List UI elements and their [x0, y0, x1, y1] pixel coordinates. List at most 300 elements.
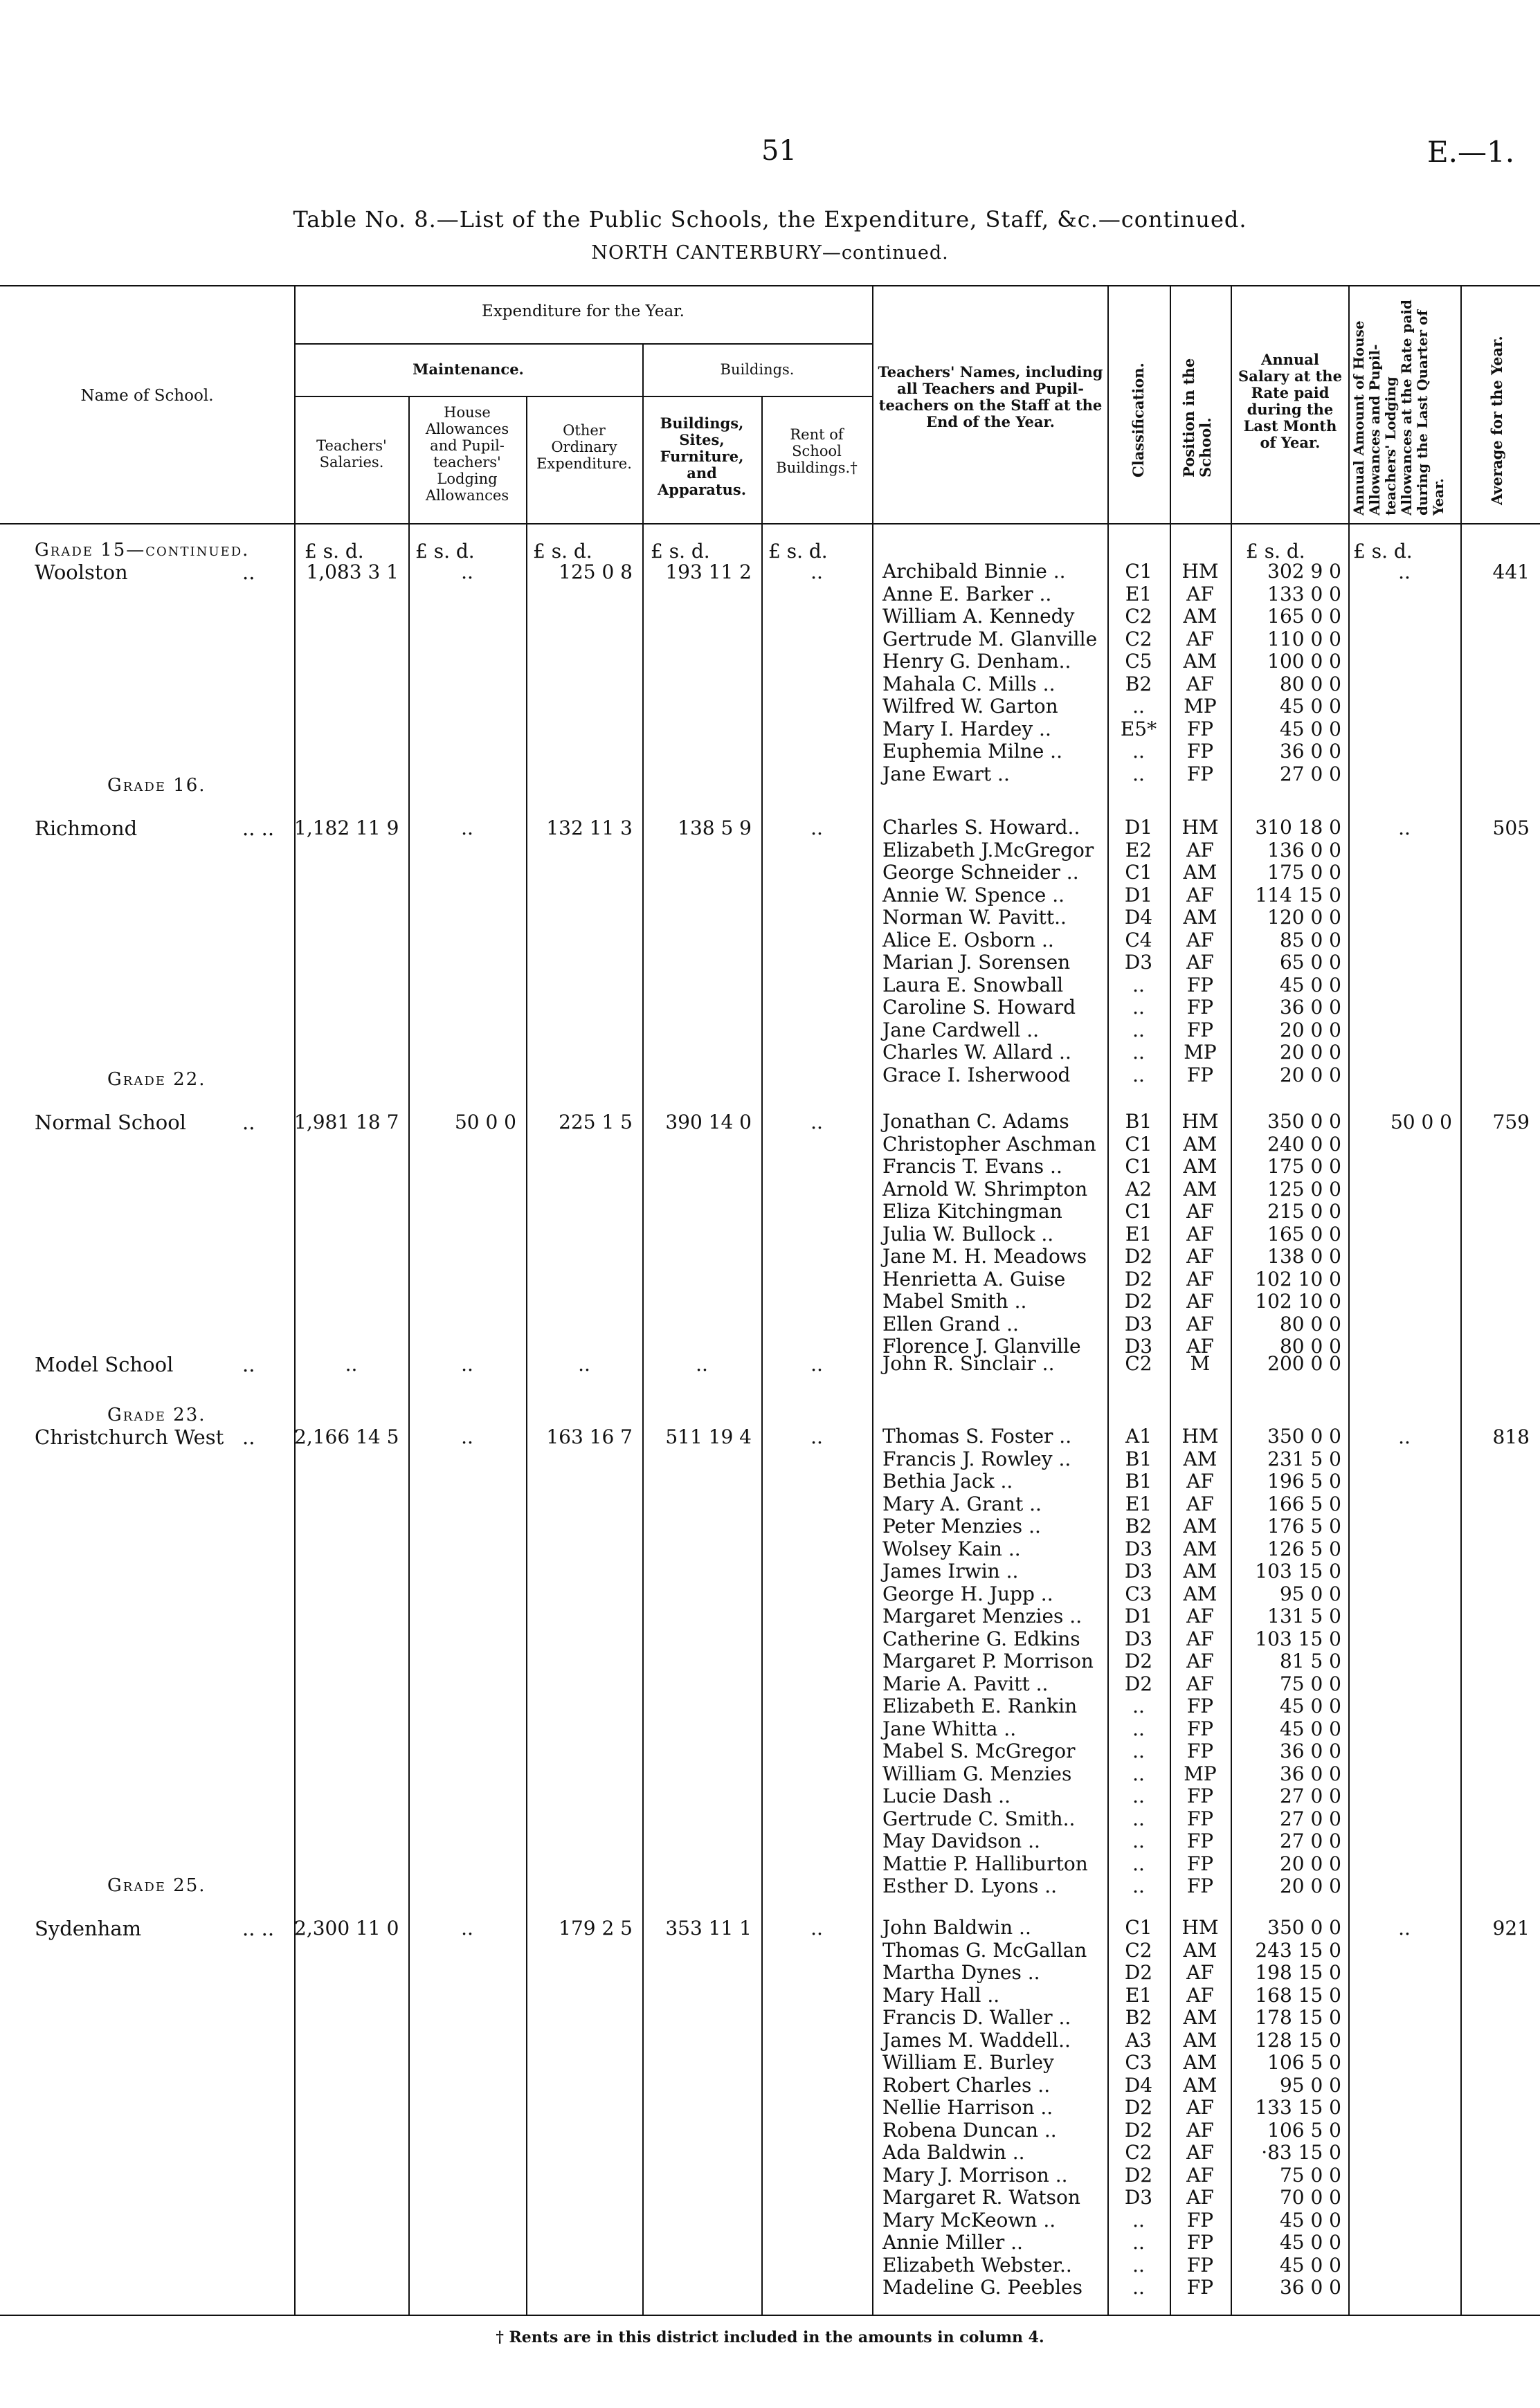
classification: ..	[1132, 1807, 1145, 1830]
classification: ..	[1132, 762, 1145, 785]
expenditure-rent: ..	[810, 1917, 823, 1940]
house-allowance-rate: ..	[1398, 1425, 1411, 1448]
lsd-header: £ s. d.	[533, 540, 592, 563]
position: AF	[1186, 1267, 1214, 1290]
position: FP	[1186, 2231, 1214, 2254]
teacher-name: Archibald Binnie ..	[882, 560, 1066, 583]
annual-salary: 165 0 0	[1267, 1222, 1341, 1246]
header-position: Position in the School.	[1180, 358, 1214, 477]
teacher-name: Martha Dynes ..	[882, 1961, 1040, 1984]
teacher-name: James M. Waddell..	[882, 2028, 1071, 2052]
classification: C2	[1125, 605, 1152, 628]
teacher-name: Margaret Menzies ..	[882, 1605, 1082, 1627]
col-divider	[872, 285, 873, 2316]
col-divider	[294, 285, 296, 2316]
annual-salary: 165 0 0	[1267, 605, 1341, 628]
position: AF	[1186, 1672, 1214, 1695]
classification: ..	[1132, 1785, 1145, 1807]
classification: D3	[1124, 2186, 1153, 2209]
teacher-name: William A. Kennedy	[882, 605, 1075, 628]
leader-dots: .. ..	[242, 817, 275, 840]
header-top-rule	[0, 285, 1540, 286]
classification: ..	[1132, 2253, 1145, 2277]
position: AF	[1186, 1627, 1214, 1650]
annual-salary: 240 0 0	[1267, 1132, 1341, 1156]
annual-salary: 36 0 0	[1279, 1740, 1341, 1762]
average-attendance: 505	[1492, 817, 1530, 839]
position: AF	[1186, 883, 1214, 906]
annual-salary: 120 0 0	[1267, 906, 1341, 929]
teacher-name: Peter Menzies ..	[882, 1515, 1041, 1538]
school-name: Richmond	[35, 817, 138, 840]
teacher-name: William E. Burley	[882, 2051, 1054, 2074]
classification: D3	[1124, 951, 1153, 974]
position: FP	[1186, 1875, 1214, 1897]
classification: C1	[1125, 1132, 1152, 1156]
header-teachers-salaries: Teachers' Salaries.	[316, 437, 387, 471]
header-expenditure: Expenditure for the Year.	[482, 302, 685, 320]
annual-salary: 175 0 0	[1267, 1155, 1341, 1178]
classification: D1	[1124, 1605, 1153, 1627]
classification: D4	[1124, 906, 1153, 929]
teacher-name: Margaret R. Watson	[882, 2186, 1080, 2209]
classification: ..	[1132, 1018, 1145, 1041]
position: FP	[1186, 1785, 1214, 1807]
position: AF	[1186, 1470, 1214, 1493]
annual-salary: 125 0 0	[1267, 1177, 1341, 1201]
annual-salary: 178 15 0	[1255, 2006, 1341, 2029]
teacher-name: Wolsey Kain ..	[882, 1537, 1021, 1560]
position: AF	[1186, 2118, 1214, 2142]
position: HM	[1181, 560, 1219, 583]
annual-salary: 36 0 0	[1279, 1762, 1341, 1785]
classification: D3	[1124, 1560, 1153, 1582]
teacher-name: Eliza Kitchingman	[882, 1200, 1062, 1223]
teacher-name: May Davidson ..	[882, 1830, 1040, 1852]
teacher-name: Henrietta A. Guise	[882, 1267, 1066, 1290]
classification: B1	[1125, 1447, 1152, 1470]
teacher-name: George Schneider ..	[882, 861, 1079, 884]
annual-salary: 350 0 0	[1267, 1916, 1341, 1939]
annual-salary: 70 0 0	[1279, 2186, 1341, 2209]
annual-salary: 45 0 0	[1279, 2253, 1341, 2277]
leader-dots: ..	[242, 1111, 255, 1134]
annual-salary: 95 0 0	[1279, 2073, 1341, 2097]
teacher-name: Esther D. Lyons ..	[882, 1875, 1058, 1897]
annual-salary: 243 15 0	[1255, 1938, 1341, 1962]
position: FP	[1186, 1740, 1214, 1762]
expenditure-salaries: 1,981 18 7	[294, 1111, 399, 1133]
annual-salary: 114 15 0	[1255, 883, 1341, 906]
position: AF	[1186, 928, 1214, 951]
position: AF	[1186, 1983, 1214, 2007]
header-house-allowances: House Allowances and Pupil-teachers' Lodging Allowances	[425, 404, 509, 504]
position: FP	[1186, 1852, 1214, 1875]
classification: D2	[1124, 2096, 1153, 2119]
position: AM	[1183, 861, 1217, 884]
position: HM	[1181, 1916, 1219, 1939]
classification: ..	[1132, 1830, 1145, 1852]
position: AF	[1186, 2186, 1214, 2209]
header-other-expenditure: Other Ordinary Expenditure.	[536, 422, 632, 472]
annual-salary: 110 0 0	[1267, 627, 1341, 650]
annual-salary: 168 15 0	[1255, 1983, 1341, 2007]
teacher-name: Mattie P. Halliburton	[882, 1852, 1088, 1875]
teacher-name: Christopher Aschman	[882, 1132, 1096, 1156]
position: AM	[1183, 1515, 1217, 1538]
teacher-name: John Baldwin ..	[882, 1916, 1031, 1939]
header-rent: Rent of School Buildings.†	[776, 426, 858, 476]
average-attendance: 921	[1492, 1917, 1530, 1940]
teacher-name: Lucie Dash ..	[882, 1785, 1011, 1807]
expenditure-rent: ..	[810, 817, 823, 839]
annual-salary: 81 5 0	[1279, 1650, 1341, 1672]
position: AF	[1186, 951, 1214, 974]
annual-salary: 350 0 0	[1267, 1110, 1341, 1133]
col-divider	[1460, 285, 1462, 2316]
classification: C1	[1125, 1200, 1152, 1223]
classification: D2	[1124, 1290, 1153, 1313]
classification: D2	[1124, 2118, 1153, 2142]
teacher-name: Charles W. Allard ..	[882, 1041, 1071, 1064]
teacher-name: Julia W. Bullock ..	[882, 1222, 1054, 1246]
col-divider	[1348, 285, 1350, 2316]
annual-salary: 176 5 0	[1267, 1515, 1341, 1538]
annual-salary: 133 0 0	[1267, 582, 1341, 605]
teacher-name: Jonathan C. Adams	[882, 1110, 1069, 1133]
annual-salary: 36 0 0	[1279, 2276, 1341, 2299]
classification: D3	[1124, 1312, 1153, 1335]
classification: ..	[1132, 695, 1145, 718]
teacher-name: Annie Miller ..	[882, 2231, 1023, 2254]
annual-salary: 102 10 0	[1255, 1267, 1341, 1290]
teacher-name: Gertrude M. Glanville	[882, 627, 1098, 650]
teacher-name: Mabel S. McGregor	[882, 1740, 1076, 1762]
annual-salary: 45 0 0	[1279, 973, 1341, 996]
teacher-name: Ellen Grand ..	[882, 1312, 1019, 1335]
annual-salary: 136 0 0	[1267, 838, 1341, 861]
teacher-name: Robert Charles ..	[882, 2073, 1051, 2097]
teacher-name: Francis J. Rowley ..	[882, 1447, 1071, 1470]
position: AM	[1183, 650, 1217, 673]
teacher-name: Norman W. Pavitt..	[882, 906, 1067, 929]
annual-salary: 310 18 0	[1255, 816, 1341, 839]
expenditure-other: 163 16 7	[546, 1425, 633, 1448]
teacher-name: Elizabeth E. Rankin	[882, 1695, 1078, 1717]
maintenance-rule	[294, 396, 872, 397]
average-attendance: 759	[1492, 1111, 1530, 1133]
teacher-name: Robena Duncan ..	[882, 2118, 1057, 2142]
annual-salary: 20 0 0	[1279, 1041, 1341, 1064]
expenditure-house: ..	[461, 1425, 473, 1448]
classification: ..	[1132, 2276, 1145, 2299]
classification: C2	[1125, 2141, 1152, 2164]
annual-salary: 95 0 0	[1279, 1582, 1341, 1605]
classification: E2	[1125, 838, 1152, 861]
teacher-name: Mary J. Morrison ..	[882, 2163, 1068, 2187]
position: FP	[1186, 762, 1214, 785]
position: FP	[1186, 996, 1214, 1019]
position: AF	[1186, 2163, 1214, 2187]
expenditure-salaries: 2,166 14 5	[294, 1425, 399, 1448]
position: AM	[1183, 1447, 1217, 1470]
position: MP	[1184, 695, 1217, 718]
teacher-name: Caroline S. Howard	[882, 996, 1076, 1019]
classification: D2	[1124, 1672, 1153, 1695]
teacher-name: Ada Baldwin ..	[882, 2141, 1025, 2164]
position: AF	[1186, 1335, 1214, 1358]
position: AM	[1183, 2073, 1217, 2097]
position: FP	[1186, 973, 1214, 996]
expenditure-house: ..	[461, 560, 473, 583]
position: MP	[1184, 1041, 1217, 1064]
classification: ..	[1132, 973, 1145, 996]
annual-salary: 80 0 0	[1279, 672, 1341, 695]
position: FP	[1186, 1063, 1214, 1086]
position: AM	[1183, 2006, 1217, 2029]
classification: C3	[1125, 1582, 1152, 1605]
annual-salary: 215 0 0	[1267, 1200, 1341, 1223]
header-name-of-school: Name of School.	[80, 387, 214, 405]
house-allowance-rate: 50 0 0	[1390, 1111, 1452, 1133]
annual-salary: 350 0 0	[1267, 1425, 1341, 1448]
annual-salary: 231 5 0	[1267, 1447, 1341, 1470]
leader-dots: ..	[242, 1425, 255, 1449]
classification: C1	[1125, 560, 1152, 583]
annual-salary: 36 0 0	[1279, 996, 1341, 1019]
classification: ..	[1132, 1852, 1145, 1875]
classification: C2	[1125, 1938, 1152, 1962]
annual-salary: 45 0 0	[1279, 717, 1341, 740]
table-bottom-rule	[0, 2315, 1540, 2316]
position: AM	[1183, 2051, 1217, 2074]
position: M	[1190, 1352, 1211, 1375]
expenditure-rent: ..	[810, 1111, 823, 1133]
expenditure-buildings: 353 11 1	[665, 1917, 752, 1940]
teacher-name: Marie A. Pavitt ..	[882, 1672, 1049, 1695]
position: FP	[1186, 2253, 1214, 2277]
position: AF	[1186, 1492, 1214, 1515]
position: FP	[1186, 1830, 1214, 1852]
expenditure-rent: ..	[810, 560, 823, 583]
classification: C2	[1125, 1352, 1152, 1375]
expenditure-house: ..	[461, 1917, 473, 1940]
house-allowance-rate: ..	[1398, 817, 1411, 839]
teacher-name: Jane Cardwell ..	[882, 1018, 1039, 1041]
expenditure-rule	[294, 343, 872, 345]
annual-salary: 45 0 0	[1279, 2231, 1341, 2254]
leader-dots: ..	[242, 1353, 255, 1376]
teacher-name: James Irwin ..	[882, 1560, 1019, 1582]
grade-label: Grade 16.	[107, 775, 206, 796]
position: AM	[1183, 605, 1217, 628]
classification: C1	[1125, 1916, 1152, 1939]
classification: D1	[1124, 883, 1153, 906]
teacher-name: Anne E. Barker ..	[882, 582, 1052, 605]
position: AF	[1186, 1245, 1214, 1268]
expenditure-other: 132 11 3	[546, 817, 633, 839]
position: HM	[1181, 1425, 1219, 1448]
position: AF	[1186, 1605, 1214, 1627]
expenditure-buildings: 138 5 9	[678, 817, 752, 839]
classification: ..	[1132, 1740, 1145, 1762]
annual-salary: 45 0 0	[1279, 1695, 1341, 1717]
grade-label: Grade 25.	[107, 1875, 206, 1896]
position: AF	[1186, 627, 1214, 650]
classification: D4	[1124, 2073, 1153, 2097]
annual-salary: 75 0 0	[1279, 2163, 1341, 2187]
teacher-name: Mary McKeown ..	[882, 2208, 1056, 2232]
teacher-name: Gertrude C. Smith..	[882, 1807, 1076, 1830]
teacher-name: William G. Menzies	[882, 1762, 1072, 1785]
header-annual-salary: Annual Salary at the Rate paid during the Last Month of Year.	[1238, 351, 1342, 451]
position: AM	[1183, 2028, 1217, 2052]
position: AF	[1186, 582, 1214, 605]
annual-salary: ·83 15 0	[1261, 2141, 1341, 2164]
house-allowance-rate: ..	[1398, 560, 1411, 583]
classification: D1	[1124, 816, 1153, 839]
annual-salary: 106 5 0	[1267, 2051, 1341, 2074]
classification: ..	[1132, 996, 1145, 1019]
teacher-name: Nellie Harrison ..	[882, 2096, 1053, 2119]
position: AF	[1186, 1200, 1214, 1223]
teacher-name: Mary I. Hardey ..	[882, 717, 1051, 740]
annual-salary: 85 0 0	[1279, 928, 1341, 951]
teacher-name: Bethia Jack ..	[882, 1470, 1013, 1493]
position: AF	[1186, 2141, 1214, 2164]
annual-salary: 27 0 0	[1279, 1807, 1341, 1830]
annual-salary: 27 0 0	[1279, 762, 1341, 785]
annual-salary: 80 0 0	[1279, 1335, 1341, 1358]
teacher-name: Madeline G. Peebles	[882, 2276, 1082, 2299]
annual-salary: 128 15 0	[1255, 2028, 1341, 2052]
classification: C1	[1125, 861, 1152, 884]
position: AF	[1186, 2096, 1214, 2119]
teacher-name: Francis T. Evans ..	[882, 1155, 1062, 1178]
grade-label: Grade 15—continued.	[35, 540, 250, 560]
teacher-name: Laura E. Snowball	[882, 973, 1064, 996]
position: FP	[1186, 2276, 1214, 2299]
classification: E1	[1125, 1983, 1152, 2007]
position: FP	[1186, 1807, 1214, 1830]
leader-dots: .. ..	[242, 1917, 275, 1940]
classification: D2	[1124, 1650, 1153, 1672]
table-subtitle: NORTH CANTERBURY—continued.	[591, 242, 949, 264]
teacher-name: Margaret P. Morrison	[882, 1650, 1094, 1672]
school-name: Sydenham	[35, 1917, 142, 1940]
teacher-name: Jane M. H. Meadows	[882, 1245, 1087, 1268]
header-teachers-names: Teachers' Names, including all Teachers and Pupil-teachers on the Staff at the End of the Year.	[878, 363, 1103, 430]
position: AF	[1186, 1290, 1214, 1313]
grade-label: Grade 23.	[107, 1405, 206, 1425]
annual-salary: 133 15 0	[1255, 2096, 1341, 2119]
teacher-name: Thomas S. Foster ..	[882, 1425, 1072, 1448]
annual-salary: 302 9 0	[1267, 560, 1341, 583]
position: FP	[1186, 2208, 1214, 2232]
position: FP	[1186, 1018, 1214, 1041]
annual-salary: 103 15 0	[1255, 1560, 1341, 1582]
annual-salary: 20 0 0	[1279, 1018, 1341, 1041]
teacher-name: Euphemia Milne ..	[882, 740, 1062, 763]
teacher-name: Jane Whitta ..	[882, 1717, 1017, 1740]
position: AM	[1183, 1938, 1217, 1962]
page-number: 51	[761, 135, 797, 167]
classification: D3	[1124, 1537, 1153, 1560]
expenditure-house: 50 0 0	[454, 1111, 516, 1133]
annual-salary: 106 5 0	[1267, 2118, 1341, 2142]
teacher-name: Arnold W. Shrimpton	[882, 1177, 1088, 1201]
annual-salary: 20 0 0	[1279, 1852, 1341, 1875]
teacher-name: Catherine G. Edkins	[882, 1627, 1080, 1650]
header-buildings-sites: Buildings, Sites, Furniture, and Apparatus.	[657, 414, 747, 498]
annual-salary: 175 0 0	[1267, 861, 1341, 884]
expenditure-buildings: 193 11 2	[665, 560, 752, 583]
classification: B1	[1125, 1470, 1152, 1493]
school-name: Christchurch West	[35, 1425, 224, 1449]
classification: ..	[1132, 2208, 1145, 2232]
teacher-name: John R. Sinclair ..	[882, 1352, 1055, 1375]
teacher-name: Mary A. Grant ..	[882, 1492, 1042, 1515]
position: AM	[1183, 1155, 1217, 1178]
position: HM	[1181, 816, 1219, 839]
header-buildings: Buildings.	[720, 361, 795, 378]
expenditure-salaries: ..	[345, 1353, 358, 1376]
position: AM	[1183, 1537, 1217, 1560]
classification: A2	[1125, 1177, 1152, 1201]
house-allowance-rate: ..	[1398, 1917, 1411, 1940]
position: FP	[1186, 1717, 1214, 1740]
classification: A1	[1125, 1425, 1152, 1448]
header-average: Average for the Year.	[1488, 336, 1505, 505]
teacher-name: Alice E. Osborn ..	[882, 928, 1054, 951]
expenditure-buildings: ..	[696, 1353, 708, 1376]
teacher-name: Annie W. Spence ..	[882, 883, 1065, 906]
position: AF	[1186, 1961, 1214, 1984]
annual-salary: 65 0 0	[1279, 951, 1341, 974]
classification: D2	[1124, 1267, 1153, 1290]
position: AM	[1183, 1582, 1217, 1605]
header-classification: Classification.	[1130, 363, 1147, 477]
expenditure-salaries: 2,300 11 0	[294, 1917, 399, 1940]
annual-salary: 198 15 0	[1255, 1961, 1341, 1984]
teacher-name: Thomas G. McGallan	[882, 1938, 1087, 1962]
classification: ..	[1132, 1717, 1145, 1740]
annual-salary: 45 0 0	[1279, 695, 1341, 718]
average-attendance: 818	[1492, 1425, 1530, 1448]
classification: ..	[1132, 1041, 1145, 1064]
annual-salary: 196 5 0	[1267, 1470, 1341, 1493]
school-name: Normal School	[35, 1111, 186, 1134]
annual-salary: 20 0 0	[1279, 1063, 1341, 1086]
classification: C3	[1125, 2051, 1152, 2074]
expenditure-other: 179 2 5	[559, 1917, 633, 1940]
classification: ..	[1132, 1762, 1145, 1785]
position: MP	[1184, 1762, 1217, 1785]
school-name: Model School	[35, 1353, 174, 1376]
position: AF	[1186, 672, 1214, 695]
average-attendance: 441	[1492, 560, 1530, 583]
teacher-name: Grace I. Isherwood	[882, 1063, 1071, 1086]
teacher-name: Henry G. Denham..	[882, 650, 1071, 673]
lsd-header: £ s. d.	[1353, 540, 1413, 563]
annual-salary: 27 0 0	[1279, 1785, 1341, 1807]
annual-salary: 126 5 0	[1267, 1537, 1341, 1560]
lsd-header: £ s. d.	[305, 540, 364, 563]
grade-label: Grade 22.	[107, 1069, 206, 1090]
table-title: Table No. 8.—List of the Public Schools, the Expenditure, Staff, &c.—continued.	[293, 206, 1247, 232]
annual-salary: 166 5 0	[1267, 1492, 1341, 1515]
annual-salary: 75 0 0	[1279, 1672, 1341, 1695]
